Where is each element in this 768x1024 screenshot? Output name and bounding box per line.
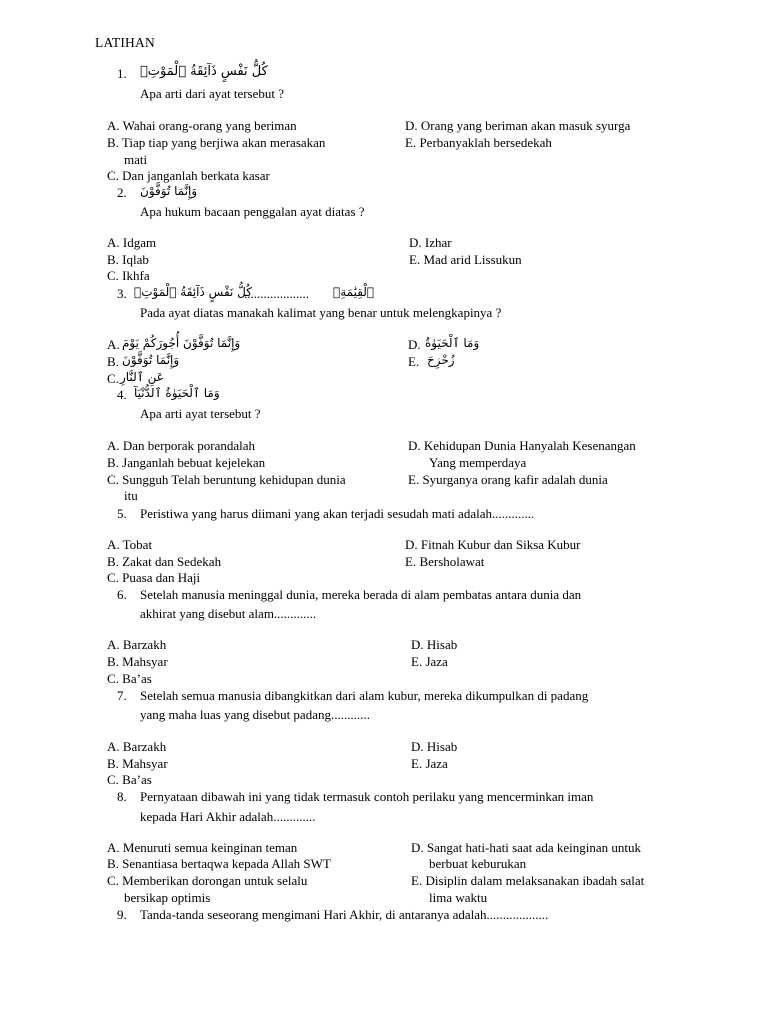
option-c: C. Ba’as — [107, 772, 152, 787]
arabic-verse-part: ٱلْقِيَٰمَةِۖ — [333, 285, 375, 299]
question-text: Setelah semua manusia dibangkitkan dari alam kubur, mereka dikumpulkan di padang — [140, 688, 589, 703]
question-number: 3. — [117, 286, 127, 301]
option-a: A. Dan berporak porandalah — [107, 438, 255, 453]
option-b-arabic: وَإِنَّمَا تُوَفَّوْنَ — [122, 353, 180, 367]
option-b-label: B. — [107, 354, 119, 369]
option-d-label: D. — [408, 337, 421, 352]
question-number: 1. — [117, 66, 127, 81]
option-d-continued: Yang memperdaya — [429, 455, 527, 470]
option-a-label: A. — [107, 337, 120, 352]
option-c: C. Sungguh Telah beruntung kehidupan dunia — [107, 472, 346, 487]
option-d: D. Kehidupan Dunia Hanyalah Kesenangan — [408, 438, 636, 453]
option-c-arabic: عَنِ ٱلنَّارِ — [120, 370, 164, 384]
option-e: E. Disiplin dalam melaksanakan ibadah salat — [411, 873, 645, 888]
question-number: 7. — [117, 688, 127, 703]
question-text: Apa hukum bacaan penggalan ayat diatas ? — [140, 204, 365, 219]
option-e: E. Syurganya orang kafir adalah dunia — [408, 472, 608, 487]
question-text: Pernyataan dibawah ini yang tidak termasuk contoh perilaku yang mencerminkan iman — [140, 789, 594, 804]
option-d: D. Izhar — [409, 235, 452, 250]
question-text: Tanda-tanda seseorang mengimani Hari Akhir, di antaranya adalah................... — [140, 907, 549, 922]
option-e-arabic: زُحْزِحَ — [427, 353, 455, 367]
option-b: B. Mahsyar — [107, 756, 168, 771]
arabic-verse: وَإِنَّمَا تُوَفَّوْنَ — [140, 184, 198, 198]
option-d: D. Sangat hati-hati saat ada keinginan untuk — [411, 840, 641, 855]
option-b: B. Mahsyar — [107, 654, 168, 669]
option-c: C. Dan janganlah berkata kasar — [107, 168, 270, 183]
question-text: Setelah manusia meninggal dunia, mereka berada di alam pembatas antara dunia dan — [140, 587, 582, 602]
option-c-continued: bersikap optimis — [124, 890, 211, 905]
question-text-continued: yang maha luas yang disebut padang............ — [140, 707, 370, 722]
question-number: 4. — [117, 387, 127, 402]
option-d: D. Hisab — [411, 739, 458, 754]
arabic-verse: كُلُّ نَفْسٍ ذَآئِقَةُ ٱلْمَوْتِۗ — [140, 64, 268, 79]
option-e: E. Bersholawat — [405, 554, 485, 569]
blank-dots: .................... — [244, 286, 309, 301]
option-b: B. Janganlah bebuat kejelekan — [107, 455, 266, 470]
option-c: C. Ba’as — [107, 671, 152, 686]
option-d: D. Hisab — [411, 637, 458, 652]
option-e: E. Mad arid Lissukun — [409, 252, 522, 267]
option-e: E. Jaza — [411, 756, 448, 771]
question-number: 6. — [117, 587, 127, 602]
option-e: E. Jaza — [411, 654, 448, 669]
option-a: A. Barzakh — [107, 637, 167, 652]
option-a: A. Menuruti semua keinginan teman — [107, 840, 298, 855]
option-d-continued: berbuat keburukan — [429, 856, 527, 871]
option-b-continued: mati — [124, 152, 148, 167]
question-number: 9. — [117, 907, 127, 922]
option-c-label: C. — [107, 371, 119, 386]
question-text: Pada ayat diatas manakah kalimat yang benar untuk melengkapinya ? — [140, 305, 502, 320]
option-b: B. Iqlab — [107, 252, 149, 267]
question-text: Peristiwa yang harus diimani yang akan terjadi sesudah mati adalah............. — [140, 506, 535, 521]
option-e: E. Perbanyaklah bersedekah — [405, 135, 552, 150]
option-c: C. Ikhfa — [107, 268, 150, 283]
option-b: B. Senantiasa bertaqwa kepada Allah SWT — [107, 856, 331, 871]
question-text-continued: akhirat yang disebut alam............. — [140, 606, 317, 621]
option-d: D. Orang yang beriman akan masuk syurga — [405, 118, 631, 133]
option-a: A. Wahai orang-orang yang beriman — [107, 118, 297, 133]
question-number: 2. — [117, 185, 127, 200]
option-b: B. Zakat dan Sedekah — [107, 554, 222, 569]
question-text: Apa arti ayat tersebut ? — [140, 406, 261, 421]
option-a: A. Tobat — [107, 537, 153, 552]
option-a-arabic: وَإِنَّمَا تُوَفَّوْنَ أُجُورَكُمْ يَوْمَ — [122, 336, 241, 350]
option-d-arabic: وَمَا ٱلْحَيَوٰةُ — [425, 336, 480, 350]
question-number: 8. — [117, 789, 127, 804]
arabic-verse: وَمَا ٱلْحَيَوٰةُ ٱلدُّنْيَآ — [134, 386, 220, 400]
option-c: C. Memberikan dorongan untuk selalu — [107, 873, 308, 888]
question-text: Apa arti dari ayat tersebut ? — [140, 86, 285, 101]
option-b: B. Tiap tiap yang berjiwa akan merasakan — [107, 135, 326, 150]
option-a: A. Barzakh — [107, 739, 167, 754]
arabic-verse-part: كُلُّ نَفْسٍ ذَآئِقَةُ ٱلْمَوْتِۗ — [134, 285, 252, 299]
question-text-continued: kepada Hari Akhir adalah............. — [140, 809, 316, 824]
question-number: 5. — [117, 506, 127, 521]
page-title: LATIHAN — [95, 35, 155, 50]
option-c-continued: itu — [124, 488, 138, 503]
option-d: D. Fitnah Kubur dan Siksa Kubur — [405, 537, 581, 552]
option-e-continued: lima waktu — [429, 890, 488, 905]
option-a: A. Idgam — [107, 235, 157, 250]
option-e-label: E. — [408, 354, 420, 369]
option-c: C. Puasa dan Haji — [107, 570, 201, 585]
